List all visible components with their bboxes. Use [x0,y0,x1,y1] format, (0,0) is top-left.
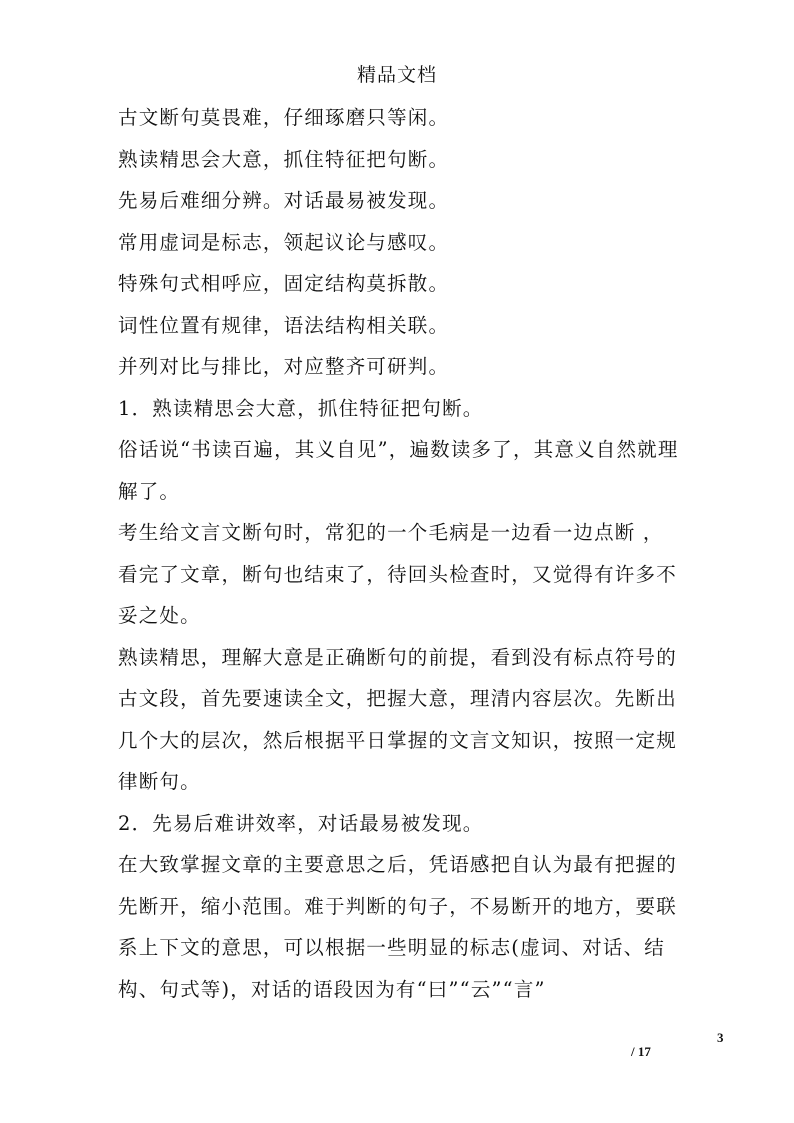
document-body [118,97,680,1010]
paragraph: 在大致掌握文章的主要意思之后，凭语感把自认为最有把握的先断开，缩小范围。难于判断的句子，不易断开的地方，要联系上下文的意思，可以根据一些明显的标志(虚词、对话、结构、句式等)，对话的语段因为有“曰”“云”“言” [118,853,677,1001]
paragraph: 熟读精思，理解大意是正确断句的前提，看到没有标点符号的古文段，首先要速读全文，把握大意，理清内容层次。先断出几个大的层次，然后根据平日掌握的文言文知识，按照一定规律断句。 [118,645,677,793]
verse-line: 词性位置有规律，语法结构相关联。 [118,313,450,337]
section-heading: 2．先易后难讲效率，对话最易被发现。 [118,811,484,835]
verse-line: 常用虚词是标志，领起议论与感叹。 [118,230,450,254]
page-number: 3 [717,1030,724,1045]
verse-line: 并列对比与排比，对应整齐可研判。 [118,355,450,378]
paragraph: 考生给文言文断句时，常犯的一个毛病是一边看一边点断 ，看完了文章，断句也结束了，待回头检查时，又觉得有许多不妥之处。 [118,521,677,627]
page-header-title: 精品文档 [356,64,437,86]
verse-line: 先易后难细分辨。对话最易被发现。 [118,189,450,212]
verse-line: 古文断句莫畏难，仔细琢磨只等闲。 [118,106,450,129]
section-heading: 1．熟读精思会大意，抓住特征把句断。 [118,396,484,420]
page-total: / 17 [631,1044,651,1059]
verse-line: 特殊句式相呼应，固定结构莫拆散。 [118,272,450,295]
verse-line: 熟读精思会大意，抓住特征把句断。 [118,147,450,171]
paragraph: 俗话说“书读百遍，其义自见”，遍数读多了，其意义自然就理解了。 [118,438,679,503]
